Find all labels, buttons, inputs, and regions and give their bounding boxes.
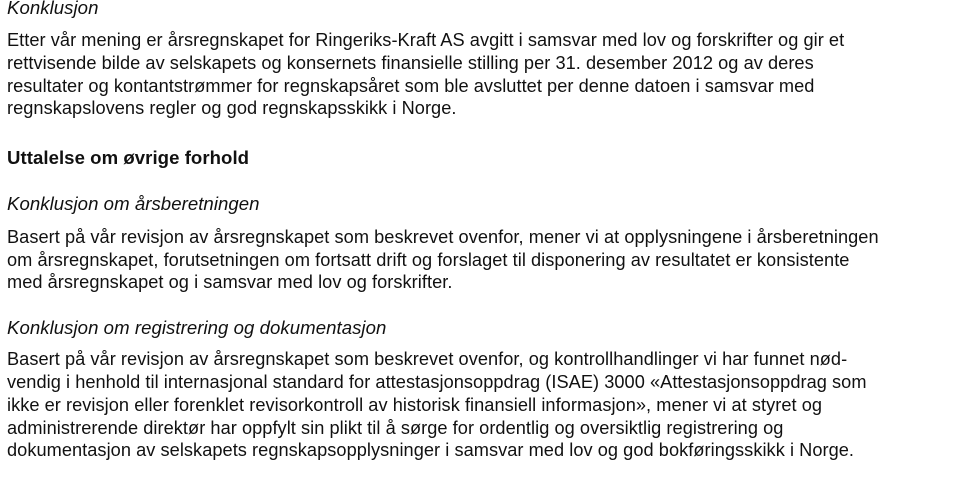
registrering-paragraph-line-3: ikke er revisjon eller forenklet revisorkontroll av historisk finansiell informasjon», mener vi at styret og <box>7 395 823 415</box>
registrering-paragraph-line-1: Basert på vår revisjon av årsregnskapet som beskrevet ovenfor, og kontrollhandlinger vi har funnet nød- <box>7 349 848 369</box>
registrering-paragraph-line-4: administrerende direktør har oppfylt sin plikt til å sørge for ordentlig og oversiktlig registrering og <box>7 418 784 438</box>
aarsberetning-paragraph-line-3: med årsregnskapet og i samsvar med lov og forskrifter. <box>7 272 453 292</box>
konklusjon-heading: Konklusjon <box>7 0 99 18</box>
registrering-paragraph-line-2: vendig i henhold til internasjonal standard for attestasjonsoppdrag (ISAE) 3000 «Attestasjonsoppdrag som <box>7 372 867 392</box>
registrering-heading: Konklusjon om registrering og dokumentasjon <box>7 317 387 338</box>
konklusjon-paragraph-line-4: regnskapslovens regler og god regnskapsskikk i Norge. <box>7 98 457 118</box>
section-title: Uttalelse om øvrige forhold <box>7 147 250 168</box>
aarsberetning-heading: Konklusjon om årsberetningen <box>7 193 260 214</box>
registrering-paragraph-line-5: dokumentasjon av selskapets regnskapsopplysninger i samsvar med lov og god bokføringsskikk i Norge. <box>7 440 855 460</box>
aarsberetning-paragraph-line-1: Basert på vår revisjon av årsregnskapet som beskrevet ovenfor, mener vi at opplysningene i årsberetningen <box>7 227 879 247</box>
konklusjon-paragraph-line-1: Etter vår mening er årsregnskapet for Ringeriks-Kraft AS avgitt i samsvar med lov og forskrifter og gir et <box>7 30 845 50</box>
konklusjon-paragraph-line-2: rettvisende bilde av selskapets og konsernets finansielle stilling per 31. desember 2012 og av deres <box>7 53 814 73</box>
konklusjon-paragraph-line-3: resultater og kontantstrømmer for regnskapsåret som ble avsluttet per denne datoen i samsvar med <box>7 76 815 96</box>
aarsberetning-paragraph-line-2: om årsregnskapet, forutsetningen om fortsatt drift og forslaget til disponering av resultatet er konsistente <box>7 250 850 270</box>
